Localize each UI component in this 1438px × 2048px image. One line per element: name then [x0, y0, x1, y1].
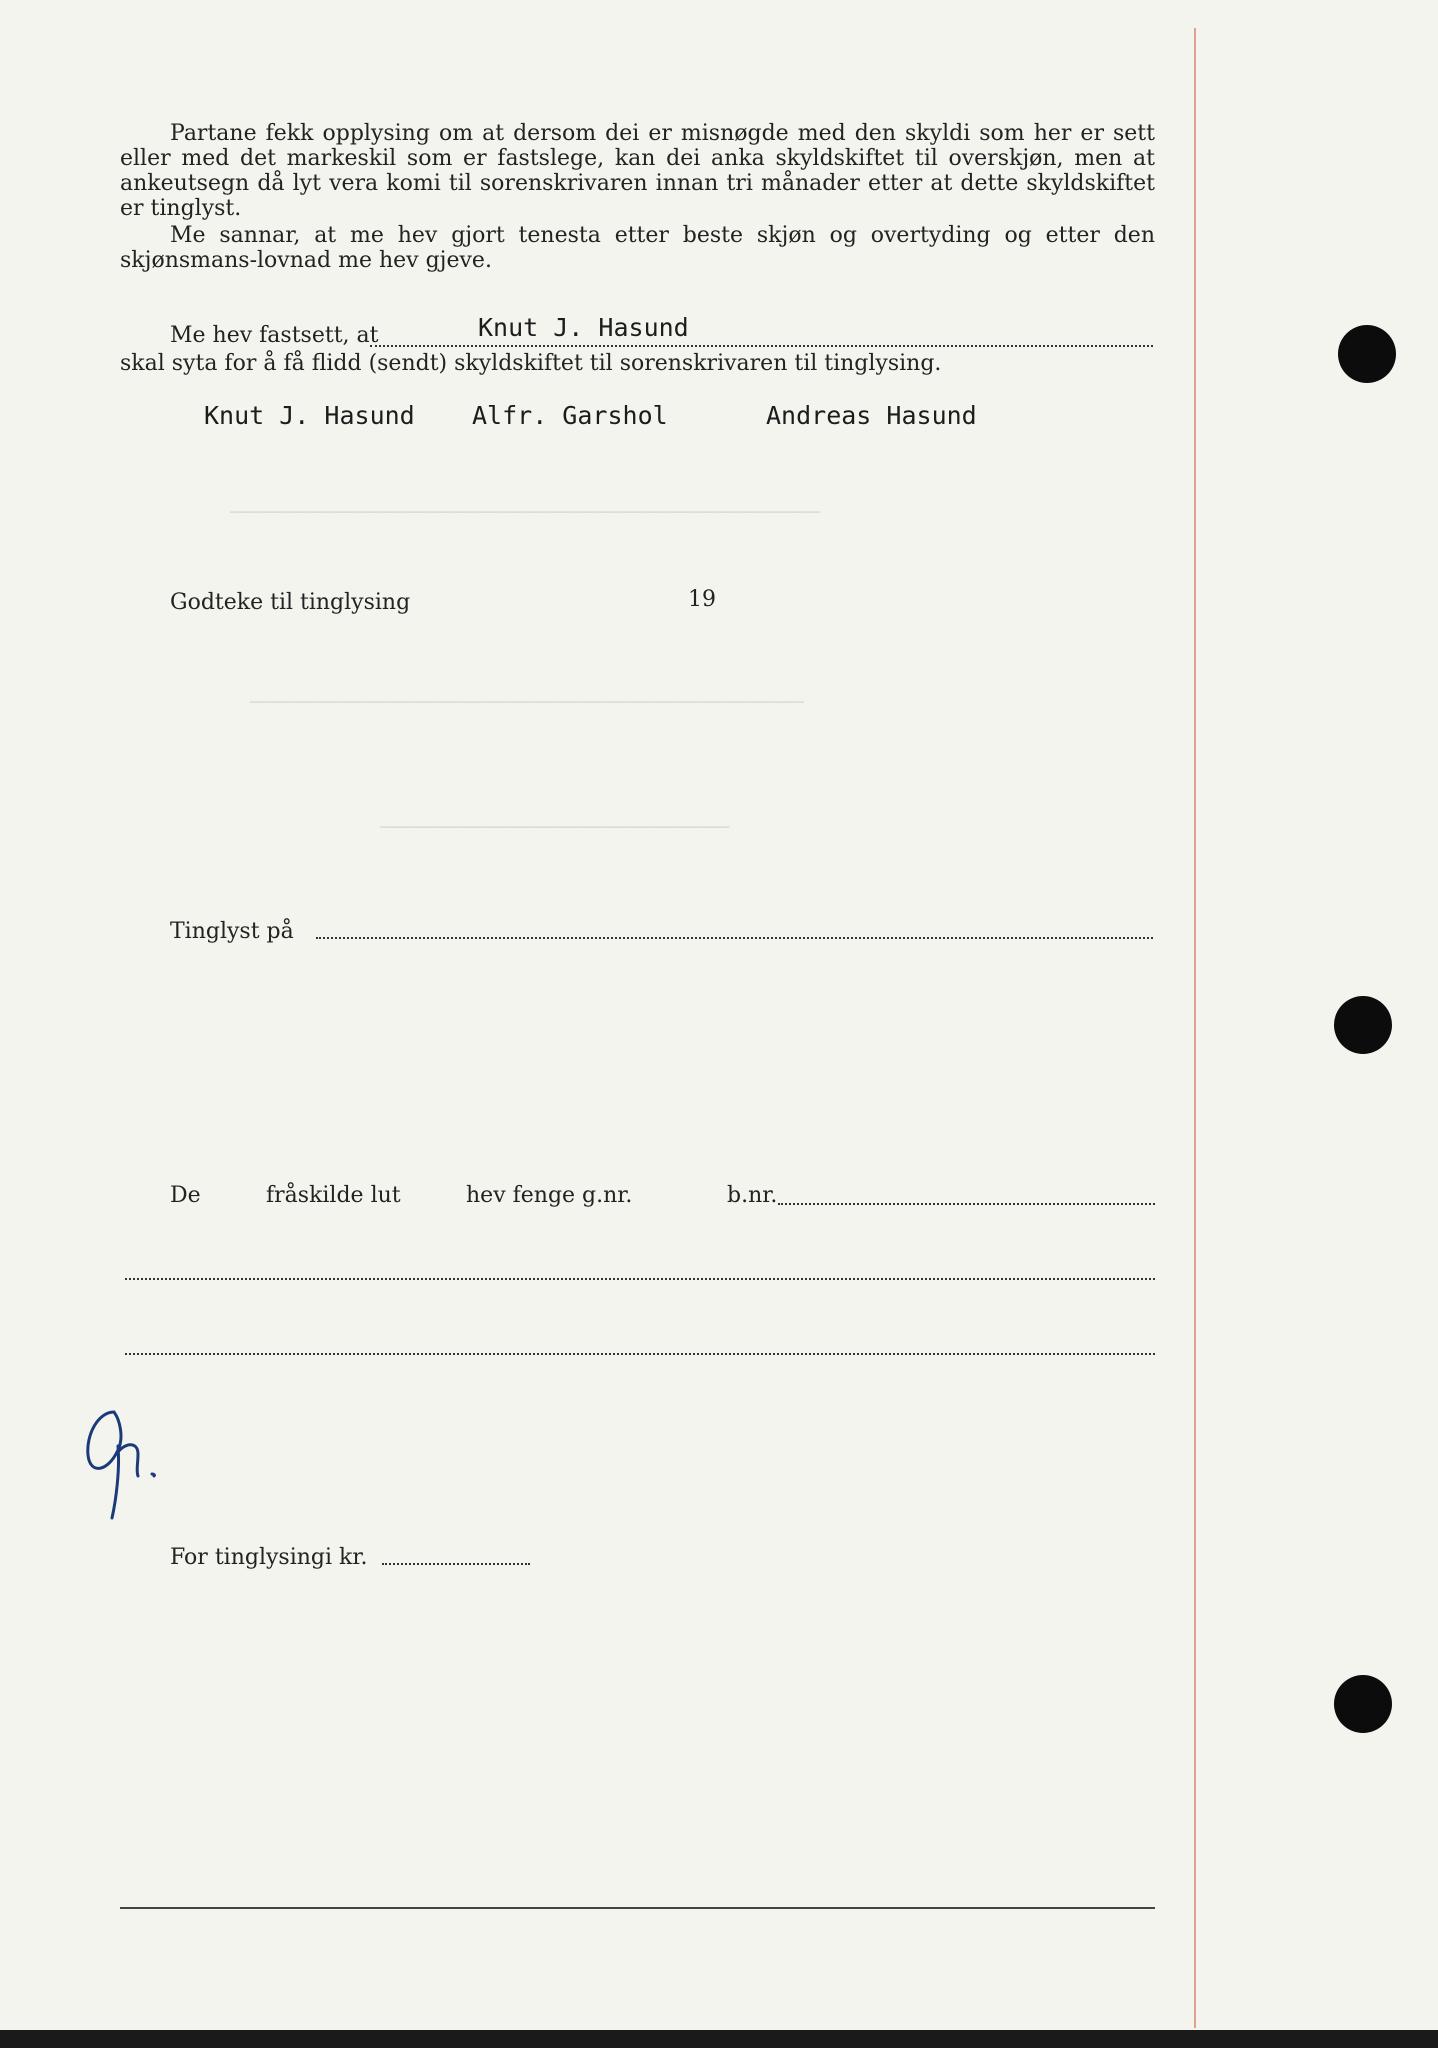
fastsett-line2: skal syta for å få flidd (sendt) skyldskiftet til sorenskrivaren til tinglysing. [120, 351, 942, 376]
blank-line-1 [125, 1278, 1155, 1280]
fraskilde-de: De [170, 1183, 201, 1208]
fastsett-dotted-line [370, 345, 1153, 347]
fastsett-label: Me hev fastsett, at [170, 323, 379, 348]
scan-edge [0, 2030, 1438, 2048]
show-through-2: ────────────────────────────────────────────── [250, 690, 804, 714]
signature-3: Andreas Hasund [766, 401, 977, 430]
godteke-label: Godteke til tinglysing [170, 590, 411, 615]
margin-rule [1194, 28, 1196, 2028]
punch-hole-middle [1334, 996, 1392, 1054]
appeal-notice-paragraph [120, 121, 1155, 221]
show-through-1: ───────────────────────────────────────────────── [230, 500, 821, 524]
punch-hole-bottom [1334, 1675, 1392, 1733]
oath-paragraph [120, 223, 1155, 273]
blank-line-2 [125, 1353, 1155, 1355]
handwritten-initials [78, 1390, 188, 1530]
punch-hole-top [1338, 325, 1396, 383]
godteke-year: 19 [688, 587, 716, 612]
bnr-dotted-line [778, 1203, 1155, 1205]
fraskilde-gnr: hev fenge g.nr. [466, 1183, 633, 1208]
tinglysingi-label: For tinglysingi kr. [170, 1545, 368, 1570]
fraskilde-bnr: b.nr. [727, 1183, 778, 1208]
show-through-3: ───────────────────────────── [380, 815, 730, 839]
fraskilde-lut: fråskilde lut [266, 1183, 401, 1208]
tinglysingi-dotted-line [382, 1563, 530, 1565]
oath-text: Me sannar, at me hev gjort tenesta etter beste skjøn og overtyding og etter den skjønsmans-lovnad me hev gjeve. [120, 223, 1155, 273]
bottom-rule [120, 1907, 1155, 1909]
signature-2: Alfr. Garshol [472, 401, 668, 430]
signature-1: Knut J. Hasund [204, 401, 415, 430]
tinglyst-dotted-line [316, 937, 1153, 939]
tinglyst-label: Tinglyst på [170, 919, 294, 944]
fastsett-name: Knut J. Hasund [478, 313, 689, 342]
appeal-notice-text: Partane fekk opplysing om at dersom dei er misnøgde med den skyldi som her er sett eller med det markeskil som er fastslege, kan dei anka skyldskiftet til overskjøn, men at ankeutsegn då lyt vera komi til sorenskrivaren innan tri månader etter at dette skyldskiftet er tinglyst. [120, 121, 1155, 221]
